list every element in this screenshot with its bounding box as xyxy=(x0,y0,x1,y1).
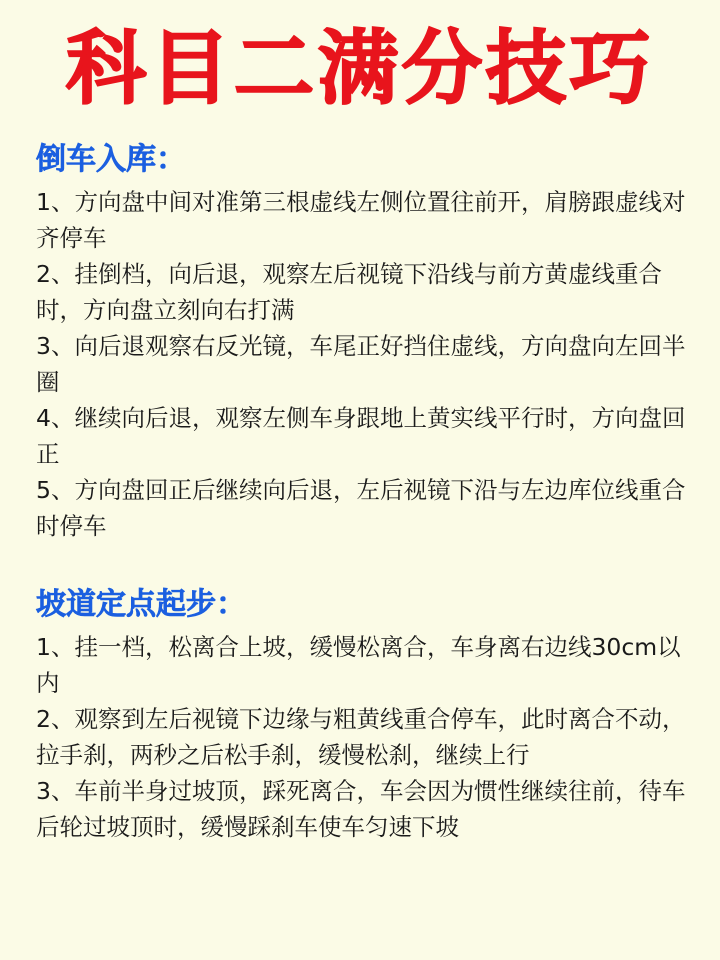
section-reverse-parking xyxy=(36,140,686,544)
list-item: 1、挂一档，松离合上坡，缓慢松离合，车身离右边线30cm以内 xyxy=(36,633,681,697)
list-item: 2、挂倒档，向后退，观察左后视镜下沿线与前方黄虚线重合时，方向盘立刻向右打满 xyxy=(36,260,662,324)
list-item: 1、方向盘中间对准第三根虚线左侧位置往前开，肩膀跟虚线对齐停车 xyxy=(36,188,686,252)
list-item: 2、观察到左后视镜下边缘与粗黄线重合停车，此时离合不动，拉手刹，两秒之后松手刹，缓慢松刹，继续上行 xyxy=(36,705,686,769)
list-item: 3、向后退观察右反光镜，车尾正好挡住虚线，方向盘向左回半圈 xyxy=(36,332,686,396)
section-heading: 坡道定点起步： xyxy=(36,587,246,622)
list-item: 4、继续向后退，观察左侧车身跟地上黄实线平行时，方向盘回正 xyxy=(36,404,686,468)
section-hill-start xyxy=(36,585,686,845)
list-item: 3、车前半身过坡顶，踩死离合，车会因为惯性继续往前，待车后轮过坡顶时，缓慢踩刹车使车匀速下坡 xyxy=(36,777,686,841)
list-item: 5、方向盘回正后继续向后退，左后视镜下沿与左边库位线重合时停车 xyxy=(36,476,686,540)
page-title: 科目二满分技巧 xyxy=(66,22,654,115)
section-heading: 倒车入库： xyxy=(36,142,186,177)
